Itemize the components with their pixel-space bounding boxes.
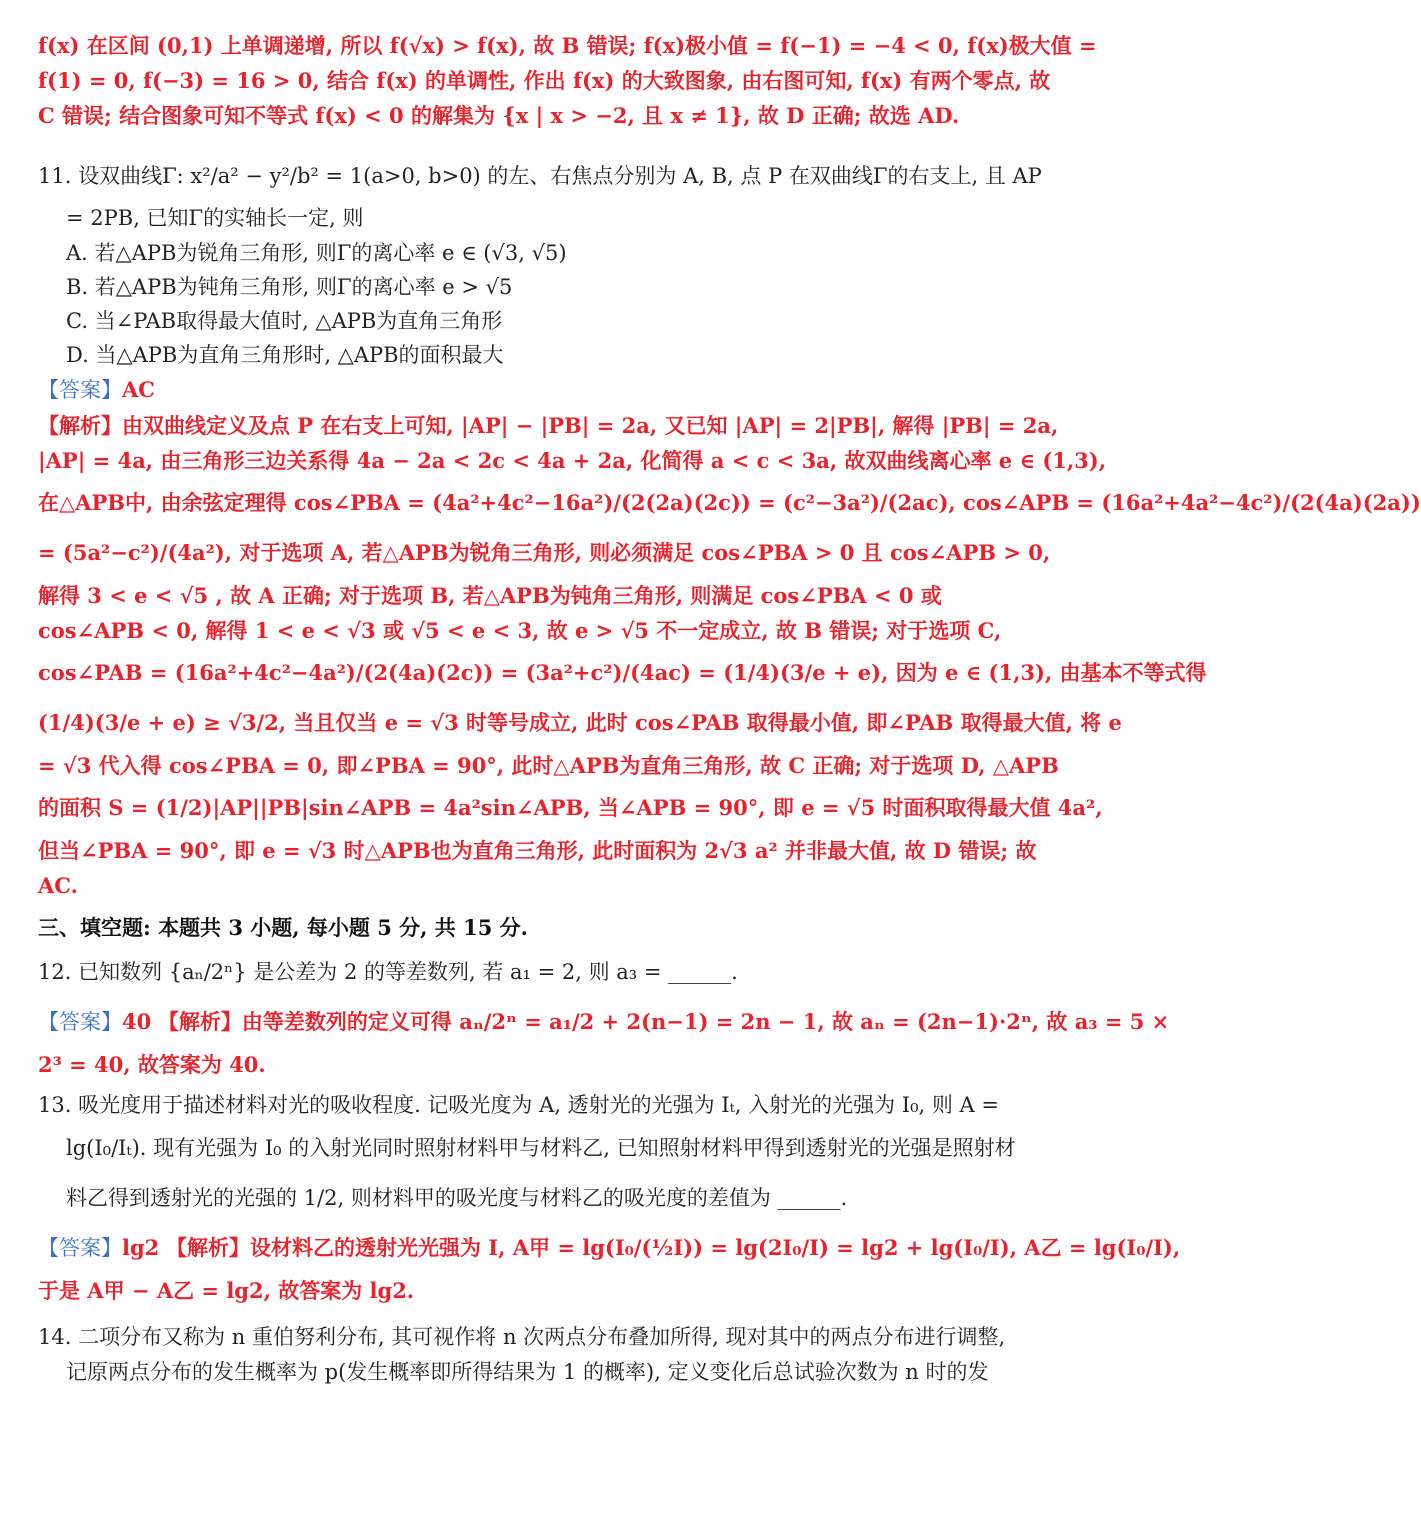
- question-stem: = 2PB, 已知Γ的实轴长一定, 则: [66, 206, 364, 230]
- question-stem: 14. 二项分布又称为 n 重伯努利分布, 其可视作将 n 次两点分布叠加所得, 现对其中的两点分布进行调整,: [38, 1325, 1006, 1349]
- question-12: [38, 947, 1170, 1082]
- solution-line: f(1) = 0, f(−3) = 16 > 0, 结合 f(x) 的单调性, 作出 f(x) 的大致图象, 由右图可知, f(x) 有两个零点, 故: [38, 68, 1051, 93]
- analysis-line: 的面积 S = (1/2)|AP||PB|sin∠APB = 4a²sin∠APB, 当∠APB = 90°, 即 e = √5 时面积取得最大值 4a²,: [38, 795, 1103, 820]
- question-13: [38, 1088, 1181, 1308]
- solution-line: f(x) 在区间 (0,1) 上单调递增, 所以 f(√x) > f(x), 故 B 错误; f(x)极小值 = f(−1) = −4 < 0, f(x)极大值 =: [38, 33, 1097, 58]
- option-b: B. 若△APB为钝角三角形, 则Γ的离心率 e > √5: [66, 275, 513, 299]
- answer-value: AC: [122, 377, 156, 402]
- document-page: [38, 28, 1421, 1390]
- question-stem: 11. 设双曲线Γ: x²/a² − y²/b² = 1(a>0, b>0) 的左、右焦点分别为 A, B, 点 P 在双曲线Γ的右支上, 且 AP: [38, 164, 1042, 188]
- analysis-text: 设材料乙的透射光光强为 I, A甲 = lg(I₀/(½I)) = lg(2I₀/I) = lg2 + lg(I₀/I), A乙 = lg(I₀/I),: [249, 1235, 1181, 1260]
- solution-q10-tail: [38, 28, 1097, 133]
- analysis-line: 于是 A甲 − A乙 = lg2, 故答案为 lg2.: [38, 1278, 415, 1303]
- analysis-text: 由等差数列的定义可得 aₙ/2ⁿ = a₁/2 + 2(n−1) = 2n − 1, 故 aₙ = (2n−1)·2ⁿ, 故 a₃ = 5 ×: [241, 1009, 1170, 1034]
- question-stem: 12. 已知数列 {aₙ/2ⁿ} 是公差为 2 的等差数列, 若 a₁ = 2, 则 a₃ = ______.: [38, 960, 738, 984]
- solution-line: C 错误; 结合图象可知不等式 f(x) < 0 的解集为 {x | x > −2, 且 x ≠ 1}, 故 D 正确; 故选 AD.: [38, 103, 960, 128]
- option-a: A. 若△APB为锐角三角形, 则Γ的离心率 e ∈ (√3, √5): [66, 241, 567, 265]
- analysis-line: 在△APB中, 由余弦定理得 cos∠PBA = (4a²+4c²−16a²)/(2(2a)(2c)) = (c²−3a²)/(2ac), cos∠APB = (16a²+4a²−4c²)/(2(4a)(2a)): [38, 490, 1421, 515]
- analysis-line: 2³ = 40, 故答案为 40.: [38, 1052, 266, 1077]
- analysis-line: = √3 代入得 cos∠PBA = 0, 即∠PBA = 90°, 此时△APB为直角三角形, 故 C 正确; 对于选项 D, △APB: [38, 753, 1059, 778]
- analysis: [38, 408, 1421, 903]
- answer-analysis-line: [38, 1223, 1181, 1273]
- analysis-line: (1/4)(3/e + e) ≥ √3/2, 当且仅当 e = √3 时等号成立, 此时 cos∠PAB 取得最小值, 即∠PAB 取得最大值, 将 e: [38, 710, 1122, 735]
- answer-label: 【答案】: [38, 378, 122, 402]
- analysis-line: 但当∠PBA = 90°, 即 e = √3 时△APB也为直角三角形, 此时面积为 2√3 a² 并非最大值, 故 D 错误; 故: [38, 838, 1037, 863]
- analysis-line: AC.: [38, 873, 78, 898]
- analysis-line: cos∠APB < 0, 解得 1 < e < √3 或 √5 < e < 3, 故 e > √5 不一定成立, 故 B 错误; 对于选项 C,: [38, 618, 1002, 643]
- answer-label: 【答案】: [38, 1236, 122, 1260]
- question-14: [38, 1320, 1018, 1390]
- option-c: C. 当∠PAB取得最大值时, △APB为直角三角形: [66, 309, 503, 333]
- analysis-label: 【解析】: [165, 1235, 250, 1260]
- analysis-label: 【解析】: [38, 413, 122, 438]
- analysis-line: 解得 3 < e < √5 , 故 A 正确; 对于选项 B, 若△APB为钝角三角形, 则满足 cos∠PBA < 0 或: [38, 583, 942, 608]
- answer-line: [38, 372, 1018, 408]
- question-stem: 13. 吸光度用于描述材料对光的吸收程度. 记吸光度为 A, 透射光的光强为 Iₜ, 入射光的光强为 I₀, 则 A =: [38, 1093, 999, 1117]
- question-stem: 料乙得到透射光的光强的 1/2, 则材料甲的吸光度与材料乙的吸光度的差值为 ______.: [66, 1186, 848, 1210]
- answer-label: 【答案】: [38, 1010, 122, 1034]
- section-title: 三、填空题: 本题共 3 小题, 每小题 5 分, 共 15 分.: [38, 915, 528, 940]
- answer-analysis-line: [38, 997, 1170, 1047]
- question-stem: lg(I₀/Iₜ). 现有光强为 I₀ 的入射光同时照射材料甲与材料乙, 已知照射材料甲得到透射光的光强是照射材: [66, 1136, 1016, 1160]
- analysis-line: cos∠PAB = (16a²+4c²−4a²)/(2(4a)(2c)) = (3a²+c²)/(4ac) = (1/4)(3/e + e), 因为 e ∈ (1,3), 由基本不等式得: [38, 660, 1207, 685]
- option-d: D. 当△APB为直角三角形时, △APB的面积最大: [66, 343, 504, 367]
- analysis-text: 由双曲线定义及点 P 在右支上可知, |AP| − |PB| = 2a, 又已知 |AP| = 2|PB|, 解得 |PB| = 2a,: [122, 413, 1059, 438]
- analysis-line: |AP| = 4a, 由三角形三边关系得 4a − 2a < 2c < 4a + 2a, 化简得 a < c < 3a, 故双曲线离心率 e ∈ (1,3),: [38, 448, 1107, 473]
- question-11: [38, 151, 1421, 903]
- analysis-line: = (5a²−c²)/(4a²), 对于选项 A, 若△APB为锐角三角形, 则必须满足 cos∠PBA > 0 且 cos∠APB > 0,: [38, 540, 1051, 565]
- question-stem: 记原两点分布的发生概率为 p(发生概率即所得结果为 1 的概率), 定义变化后总试验次数为 n 时的发: [66, 1360, 989, 1384]
- analysis-line: [38, 408, 1059, 443]
- answer-value: lg2: [122, 1235, 160, 1260]
- analysis-label: 【解析】: [157, 1009, 242, 1034]
- answer-value: 40: [122, 1009, 152, 1034]
